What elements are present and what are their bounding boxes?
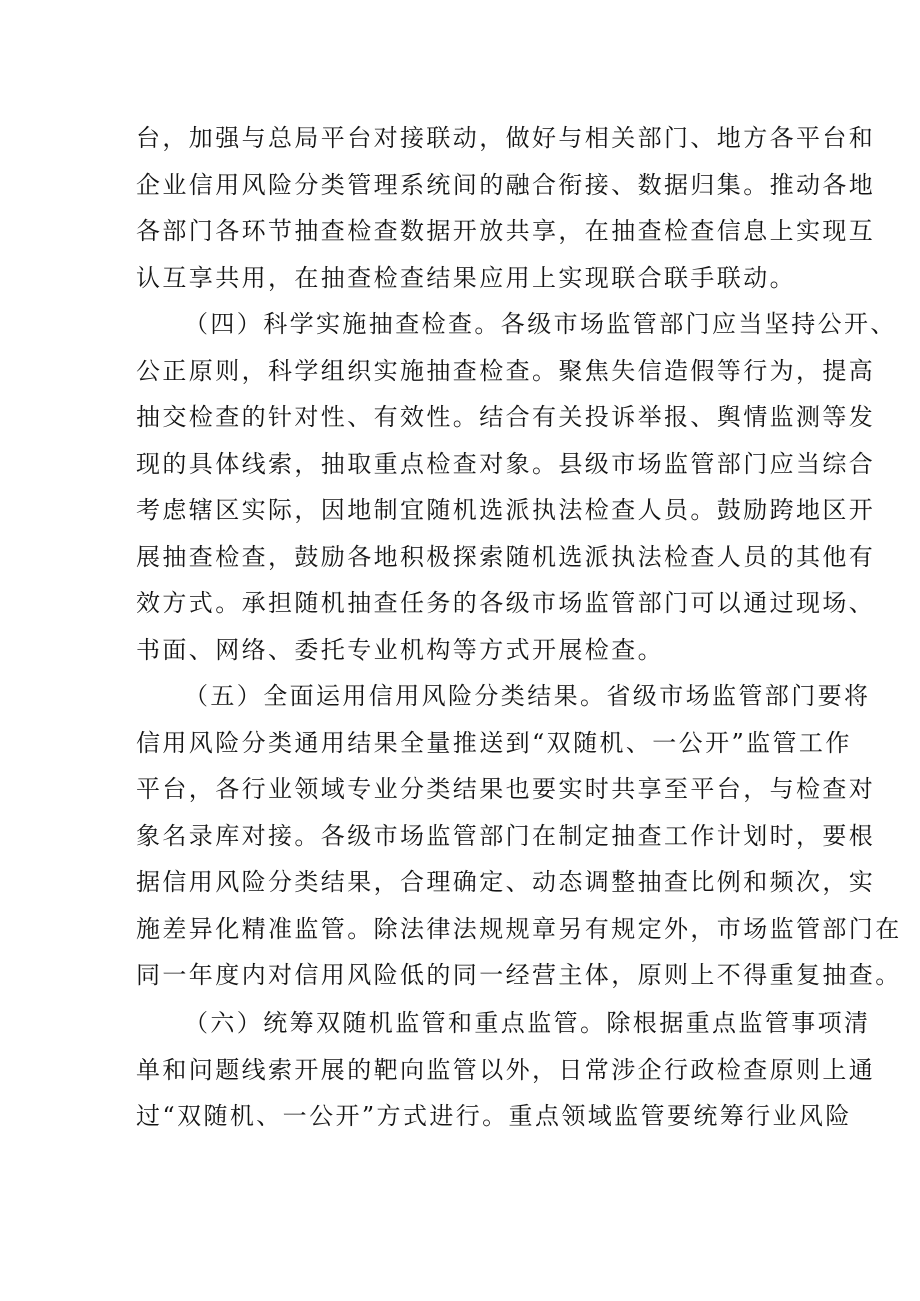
section-heading-line: （六）统筹双随机监管和重点监管。除根据重点监管事项清 [184, 1009, 871, 1037]
text-line: 认互享共用，在抽查检查结果应用上实现联合联手联动。 [136, 263, 796, 292]
text-line: 公正原则，科学组织实施抽查检查。聚焦失信造假等行为，提高 [136, 356, 876, 385]
paragraph-section-6 [136, 1000, 876, 1140]
text-line: 过“双随机、一公开”方式进行。重点领域监管要统筹行业风险 [136, 1102, 852, 1130]
paragraph-continuation [136, 115, 876, 301]
text-line: 台，加强与总局平台对接联动，做好与相关部门、地方各平台和 [136, 124, 876, 152]
paragraph-section-5 [136, 673, 902, 999]
text-line: 企业信用风险分类管理系统间的融合衔接、数据归集。推动各地 [136, 170, 876, 199]
text-line: 单和问题线索开展的靶向监管以外，日常涉企行政检查原则上通 [136, 1055, 876, 1084]
text-line: 施差异化精准监管。除法律法规规章另有规定外，市场监管部门在 [136, 914, 902, 943]
text-line: 考虑辖区实际，因地制宜随机选派执法检查人员。鼓励跨地区开 [136, 496, 876, 524]
text-line: 象名录库对接。各级市场监管部门在制定抽查工作计划时，要根 [136, 821, 876, 850]
text-line: 平台，各行业领域专业分类结果也要实时共享至平台，与检查对 [136, 775, 876, 803]
section-heading-line: （五）全面运用信用风险分类结果。省级市场监管部门要将 [184, 682, 871, 710]
text-line: 现的具体线索，抽取重点检查对象。县级市场监管部门应当综合 [136, 449, 876, 478]
text-line: 书面、网络、委托专业机构等方式开展检查。 [136, 635, 664, 664]
section-heading-line: （四）科学实施抽查检查。各级市场监管部门应当坚持公开、 [184, 310, 897, 338]
text-line: 抽交检查的针对性、有效性。结合有关投诉举报、舆情监测等发 [136, 403, 876, 431]
text-line: 据信用风险分类结果，合理确定、动态调整抽查比例和频次，实 [136, 868, 876, 896]
text-line: 信用风险分类通用结果全量推送到“双随机、一公开”监管工作 [136, 728, 852, 757]
paragraph-section-4 [136, 301, 897, 673]
text-line: 同一年度内对信用风险低的同一经营主体，原则上不得重复抽查。 [136, 961, 902, 989]
text-line: 各部门各环节抽查检查数据开放共享，在抽查检查信息上实现互 [136, 217, 876, 245]
text-line: 效方式。承担随机抽查任务的各级市场监管部门可以通过现场、 [136, 589, 876, 617]
text-line: 展抽查检查，鼓励各地积极探索随机选派执法检查人员的其他有 [136, 542, 876, 571]
